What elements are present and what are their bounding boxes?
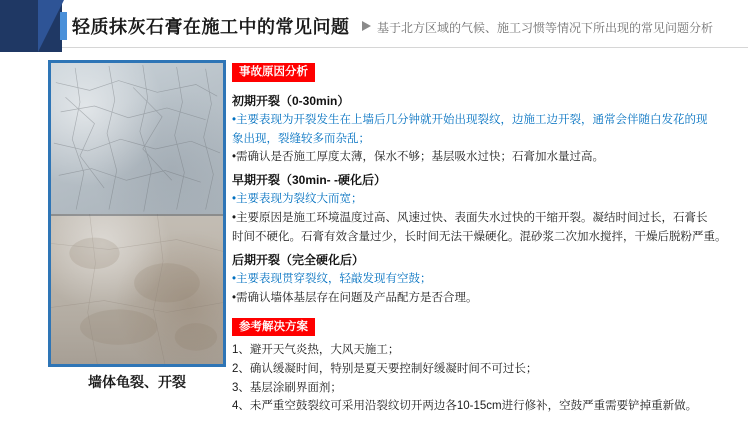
cause-line: •主要表现为开裂发生在上墙后几分钟就开始出现裂纹，边施工边开裂，通常会伴随白发花的现 bbox=[232, 113, 708, 126]
solution-item: 1、避开天气炎热，大风天施工； bbox=[232, 344, 400, 357]
triangle-right-icon bbox=[362, 21, 371, 31]
content-area bbox=[232, 62, 740, 416]
wall-photo-bottom-half bbox=[51, 214, 223, 365]
page-header bbox=[0, 0, 750, 52]
cause-group-heading: 后期开裂（完全硬化后） bbox=[232, 252, 365, 267]
cause-line: •需确认是否施工厚度太薄，保水不够；基层吸水过快；石膏加水量过高。 bbox=[232, 151, 605, 164]
solution-item: 2、确认缓凝时间，特别是夏天要控制好缓凝时间不可过长； bbox=[232, 362, 538, 375]
solution-item: 3、基层涂刷界面剂； bbox=[232, 381, 342, 394]
cause-line: •主要原因是施工环境温度过高、风速过快、表面失水过快的干缩开裂。凝结时间过长，石膏长 bbox=[232, 212, 708, 225]
wall-photo bbox=[48, 60, 226, 367]
cause-line: 时间不硬化。石膏有效含量过少，长时间无法干燥硬化。混砂浆二次加水搅拌，干燥后脱粉严重。 bbox=[232, 231, 727, 244]
solution-item: 4、未严重空鼓裂纹可采用沿裂纹切开两边各10-15cm进行修补，空鼓严重需要铲掉重新做。 bbox=[232, 400, 698, 413]
photo-caption: 墙体龟裂、开裂 bbox=[88, 374, 186, 390]
cause-section-tag: 事故原因分析 bbox=[232, 63, 315, 82]
crack-pattern-icon bbox=[51, 63, 223, 214]
header-accent-bar bbox=[60, 12, 67, 40]
cause-line: •主要表现为裂纹大而宽； bbox=[232, 193, 363, 206]
stain-pattern-icon bbox=[51, 214, 223, 365]
cause-line: 象出现，裂缝较多而杂乱； bbox=[232, 132, 370, 145]
page-title: 轻质抹灰石膏在施工中的常见问题 bbox=[72, 17, 350, 37]
wall-photo-top-half bbox=[51, 63, 223, 214]
cause-group-heading: 初期开裂（0-30min） bbox=[232, 93, 350, 108]
cause-line: •主要表现贯穿裂纹，轻敲发现有空鼓； bbox=[232, 273, 432, 286]
solution-section-tag: 参考解决方案 bbox=[232, 318, 315, 337]
header-divider bbox=[62, 47, 748, 48]
page-subtitle: 基于北方区域的气候、施工习惯等情况下所出现的常见问题分析 bbox=[377, 21, 714, 35]
cause-group-heading: 早期开裂（30min- -硬化后） bbox=[232, 173, 387, 188]
cause-line: •需确认墙体基层存在问题及产品配方是否合理。 bbox=[232, 291, 478, 304]
photo-split-line bbox=[51, 214, 223, 216]
